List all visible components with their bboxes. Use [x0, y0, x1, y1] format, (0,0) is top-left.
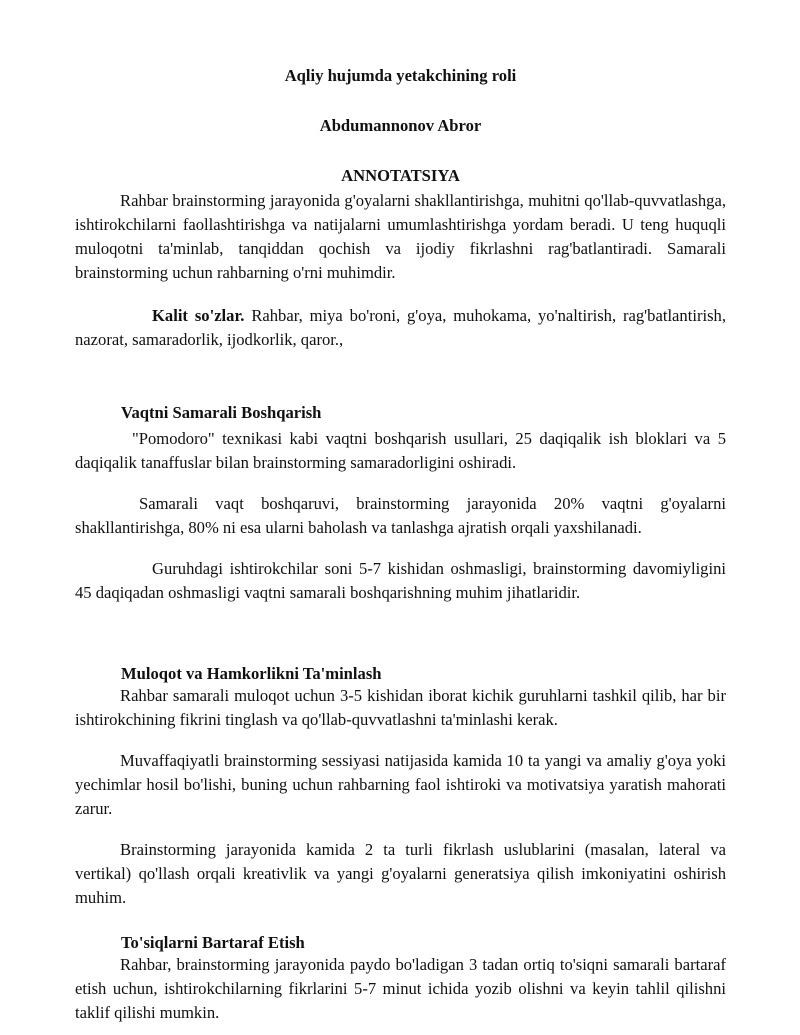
keywords-text: Rahbar, miya bo'roni, g'oya, muhokama, yo'naltirish, rag'batlantirish, nazorat, samaradorlik, ijodkorlik, qaror., [75, 306, 726, 349]
keywords-paragraph [75, 304, 726, 352]
section-heading-obstacles: To'siqlarni Bartaraf Etish [121, 933, 305, 952]
keywords-label: Kalit so'zlar. [152, 306, 245, 325]
section-paragraph: Samarali vaqt boshqaruvi, brainstorming jarayonida 20% vaqtni g'oyalarni shakllantirishga, 80% ni esa ularni baholash va tanlashga ajratish orqali yaxshilanadi. [75, 494, 726, 537]
section-paragraph: "Pomodoro" texnikasi kabi vaqtni boshqarish usullari, 25 daqiqalik ish bloklari va 5 daqiqalik tanaffuslar bilan brainstorming samaradorligini oshiradi. [75, 429, 726, 472]
section-paragraph: Guruhdagi ishtirokchilar soni 5-7 kishidan oshmasligi, brainstorming davomiyligini 45 daqiqadan oshmasligi vaqtni samarali boshqarishning muhim jihatlaridir. [75, 559, 726, 602]
section-paragraph: Rahbar samarali muloqot uchun 3-5 kishidan iborat kichik guruhlarni tashkil qilib, har bir ishtirokchining fikrini tinglash va qo'llab-quvvatlashni ta'minlashi kerak. [75, 686, 726, 729]
annotation-heading: ANNOTATSIYA [341, 166, 460, 185]
section-heading-communication: Muloqot va Hamkorlikni Ta'minlash [121, 664, 382, 683]
document-author: Abdumannonov Abror [319, 116, 482, 135]
section-heading-time-management: Vaqtni Samarali Boshqarish [121, 403, 322, 422]
section-paragraph: Muvaffaqiyatli brainstorming sessiyasi natijasida kamida 10 ta yangi va amaliy g'oya yoki yechimlar hosil bo'lishi, buning uchun rahbarning faol ishtiroki va motivatsiya yaratish mahorati zarur. [75, 751, 726, 818]
document-title: Aqliy hujumda yetakchining roli [284, 66, 517, 85]
annotation-paragraph: Rahbar brainstorming jarayonida g'oyalarni shakllantirishga, muhitni qo'llab-quvvatlashga, ishtirokchilarni faollashtirishga va natijalarni umumlashtirishga yordam beradi. U teng huquqli muloqotni ta'minlab, tanqiddan qochish va ijodiy fikrlashni rag'batlantiradi. Samarali brainstorming uchun rahbarning o'rni muhimdir. [75, 191, 726, 282]
section-paragraph: Brainstorming jarayonida kamida 2 ta turli fikrlash uslublarini (masalan, lateral va vertikal) qo'llash orqali kreativlik va yangi g'oyalarni generatsiya qilish imkoniyatini oshirish muhim. [75, 840, 726, 907]
section-paragraph: Rahbar, brainstorming jarayonida paydo bo'ladigan 3 tadan ortiq to'siqni samarali bartaraf etish uchun, ishtirokchilarning fikrlarini 5-7 minut ichida yozib olishni va keyin tahlil qilishni taklif qilishi mumkin. [75, 955, 726, 1022]
